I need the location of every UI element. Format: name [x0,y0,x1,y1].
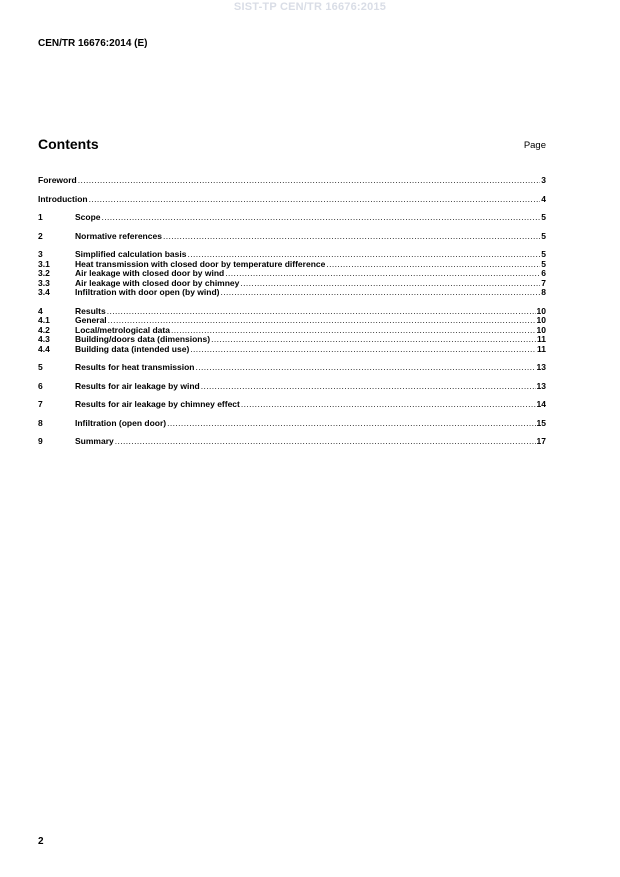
toc-leader-dots [190,345,536,355]
toc-entry-title: Results for air leakage by chimney effect [75,400,240,409]
toc-entry[interactable] [38,279,546,289]
toc-leader-dots [196,363,536,373]
toc-entry-number: 4.1 [38,316,50,325]
toc-entry[interactable] [38,326,546,336]
toc-entry[interactable] [38,345,546,355]
toc-entry[interactable] [38,382,546,392]
toc-entry-number: 1 [38,213,43,222]
toc-entry-page: 5 [541,213,546,222]
toc-entry[interactable] [38,335,546,345]
toc-leader-dots [171,326,536,336]
page-number: 2 [38,836,44,847]
toc-entry-title: Local/metrological data [75,325,170,335]
toc-entry-page: 17 [536,437,546,446]
toc-entry-page: 8 [541,288,546,297]
toc-entry-page: 10 [536,306,546,316]
toc-entry-title: Results for air leakage by wind [75,381,200,391]
toc-entry-title: Results [75,306,106,316]
toc-entry-number: 4.4 [38,344,50,354]
toc-entry-title: Foreword [38,176,77,185]
toc-entry[interactable] [38,195,546,205]
toc-entry[interactable] [38,260,546,270]
toc-entry-page: 3 [541,176,546,185]
toc-entry-page: 11 [537,335,546,344]
toc-entry-page: 5 [541,231,546,241]
toc-entry-title: Results for heat transmission [75,363,195,372]
toc-entry-title: Simplified calculation basis [75,250,187,259]
toc-entry[interactable] [38,419,546,429]
toc-leader-dots [225,269,540,279]
toc-entry-title: Infiltration (open door) [75,418,167,428]
toc-entry-number: 6 [38,381,43,391]
toc-entry-page: 13 [536,381,546,391]
toc-entry[interactable] [38,307,546,317]
toc-entry-page: 5 [541,259,546,269]
toc-entry-number: 8 [38,418,43,428]
toc-leader-dots [102,213,541,223]
toc-leader-dots [108,316,536,326]
toc-leader-dots [89,195,541,205]
toc-entry-page: 15 [536,418,546,428]
toc-entry[interactable] [38,363,546,373]
table-of-contents [38,176,546,447]
toc-entry-title: Summary [75,437,114,446]
toc-entry-page: 5 [541,250,546,259]
toc-entry-page: 13 [536,363,546,372]
toc-entry[interactable] [38,437,546,447]
toc-entry[interactable] [38,176,546,186]
toc-entry-number: 4 [38,306,43,316]
toc-entry-number: 3.2 [38,269,50,278]
toc-entry-number: 3.3 [38,278,50,288]
toc-leader-dots [201,382,536,392]
toc-entry-title: Normative references [75,231,162,241]
toc-leader-dots [115,437,536,447]
toc-entry-page: 11 [537,344,546,354]
toc-leader-dots [211,335,536,345]
toc-entry-number: 4.3 [38,335,50,344]
toc-entry-number: 3.1 [38,259,50,269]
toc-leader-dots [78,176,541,186]
contents-title: Contents [38,136,99,152]
toc-entry-title: General [75,316,107,325]
toc-entry[interactable] [38,213,546,223]
toc-entry-title: Heat transmission with closed door by temperature difference [75,259,326,269]
toc-entry[interactable] [38,316,546,326]
toc-leader-dots [240,279,540,289]
toc-entry-title: Building data (intended use) [75,344,190,354]
toc-entry-title: Air leakage with closed door by wind [75,269,225,278]
toc-entry-page: 14 [536,400,546,409]
toc-entry-page: 10 [536,325,546,335]
toc-entry-number: 3 [38,250,43,259]
toc-entry-page: 7 [541,278,546,288]
toc-entry-title: Scope [75,213,101,222]
toc-entry-page: 4 [541,194,546,204]
toc-leader-dots [220,288,540,298]
toc-entry[interactable] [38,250,546,260]
toc-leader-dots [187,250,540,260]
toc-entry[interactable] [38,269,546,279]
toc-entry-number: 9 [38,437,43,446]
toc-leader-dots [326,260,540,270]
page-column-label: Page [523,140,546,151]
toc-entry-page: 6 [541,269,546,278]
toc-entry-title: Infiltration with door open (by wind) [75,288,220,297]
toc-entry-title: Introduction [38,194,88,204]
toc-leader-dots [241,400,536,410]
toc-entry-number: 3.4 [38,288,50,297]
toc-entry[interactable] [38,232,546,242]
toc-entry-number: 2 [38,231,43,241]
toc-entry-title: Air leakage with closed door by chimney [75,278,240,288]
document-id: CEN/TR 16676:2014 (E) [38,38,148,49]
toc-entry-page: 10 [536,316,546,325]
toc-leader-dots [163,232,540,242]
toc-entry[interactable] [38,400,546,410]
toc-leader-dots [107,307,536,317]
toc-entry-number: 5 [38,363,43,372]
toc-entry-number: 7 [38,400,43,409]
toc-entry-number: 4.2 [38,325,50,335]
toc-entry[interactable] [38,288,546,298]
toc-leader-dots [167,419,535,429]
toc-entry-title: Building/doors data (dimensions) [75,335,211,344]
watermark: SIST-TP CEN/TR 16676:2015 [233,1,387,13]
